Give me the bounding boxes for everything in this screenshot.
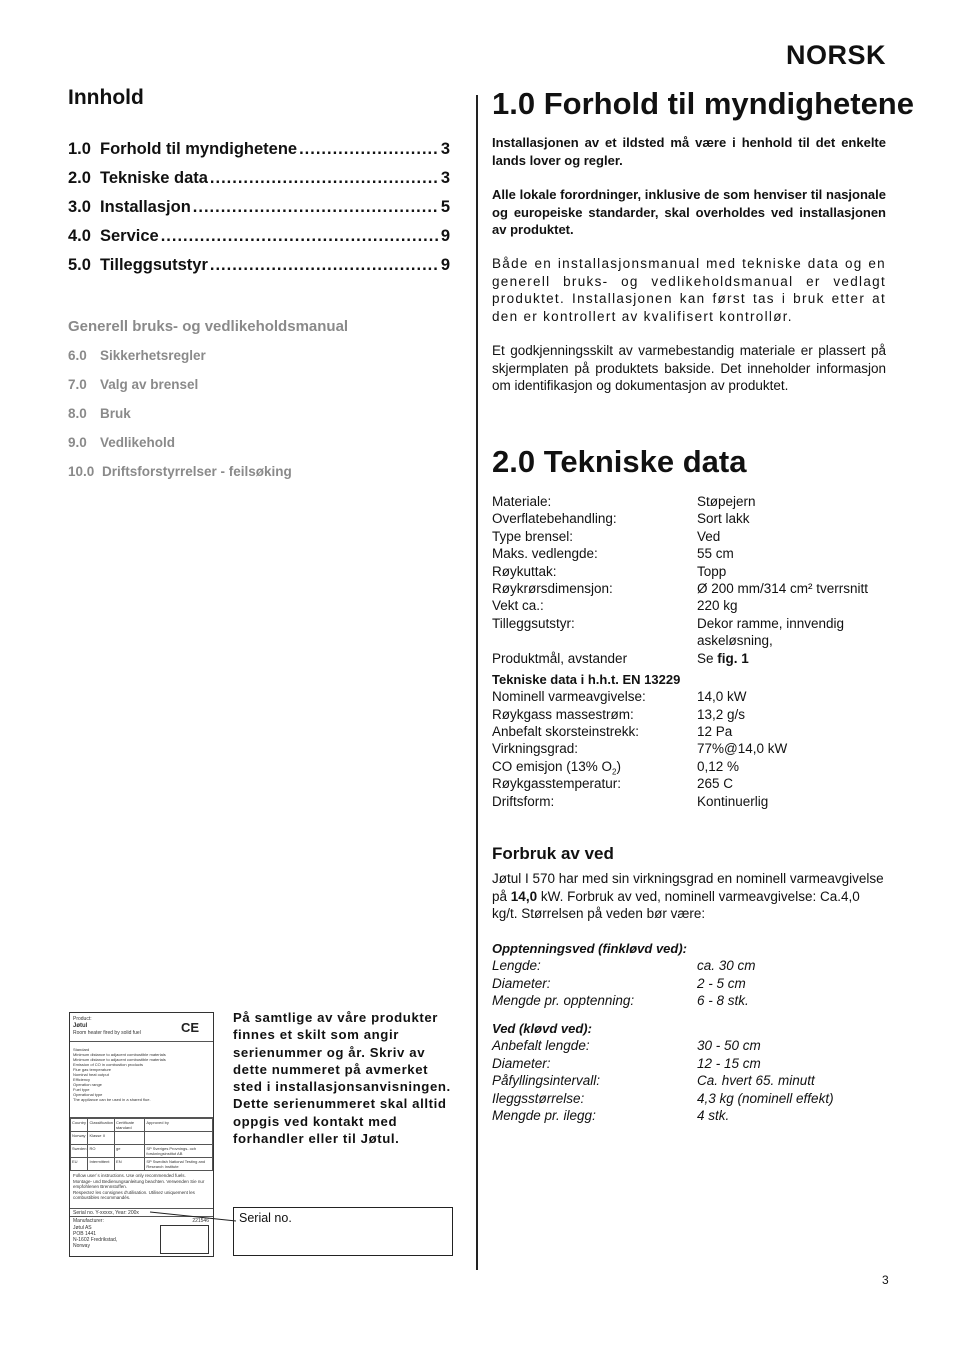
data-key: Ileggsstørrelse:	[492, 1090, 585, 1106]
section1-p1: Installasjonen av et ildsted må være i henhold til det enkelte lands lover og regler.	[492, 135, 886, 168]
plate-standard-line: Minimum distance to adjacent combustible materials	[73, 1057, 166, 1062]
plate-table-cell: SP Sveriges Provnings- och forskningsinstitut AB	[145, 1145, 213, 1158]
data-value: Dekor ramme, innvendig	[697, 615, 845, 631]
data-value: 13,2 g/s	[697, 706, 746, 722]
toc-item-page: 3	[440, 169, 450, 187]
plate-standard-line: Flue gas temperature	[73, 1067, 112, 1072]
toc-item-number: 5.0	[68, 256, 91, 274]
data-key: Anbefalt skorsteinstrekk:	[492, 724, 640, 740]
toc-item-label: Tilleggsutstyr	[100, 256, 208, 274]
data-key: Røykgasstemperatur:	[492, 776, 622, 792]
data-key: Type brensel:	[492, 528, 574, 544]
data-key: Røykrørsdimensjon:	[492, 580, 613, 596]
plate-table-head: Classification	[88, 1119, 115, 1132]
ce-mark-icon: CE	[180, 1020, 199, 1035]
plate-table-cell: SP Swedish National Testing and Research Institute	[145, 1158, 213, 1171]
section1-title: 1.0 Forhold til myndighetene	[492, 86, 914, 121]
toc-item-page: 9	[440, 256, 450, 274]
data-value: 2 - 5 cm	[697, 975, 746, 991]
data-key: Tilleggsutstyr:	[492, 615, 575, 631]
plate-follow-fr: Respectez les consignes d'utilisation. Utilisez uniquement les combustibles recommandés.	[73, 1189, 195, 1200]
toc-sub-number: 7.0	[68, 377, 87, 392]
plate-address-line: POB 1441	[73, 1231, 97, 1237]
data-key: Påfyllingsintervall:	[492, 1073, 601, 1089]
data-value: 4,3 kg (nominell effekt)	[697, 1090, 834, 1106]
data-key: Røykgass massestrøm:	[492, 706, 634, 722]
logs-title: Ved (kløvd ved):	[492, 1021, 592, 1036]
data-value: Ca. hvert 65. minutt	[697, 1073, 815, 1089]
dims-prefix: Se	[697, 650, 714, 666]
toc-sub-number: 9.0	[68, 435, 87, 450]
page-number: 3	[882, 1273, 889, 1287]
toc-sub-label: Vedlikehold	[100, 435, 176, 450]
plate-table-head: Certificate standard	[115, 1119, 145, 1132]
language-label: NORSK	[785, 40, 886, 70]
data-value: Ø 200 mm/314 cm² tverrsnitt	[697, 580, 869, 596]
plate-table-head: Country	[71, 1119, 88, 1132]
fig-ref: fig. 1	[717, 650, 749, 666]
toc-sub-label: Bruk	[100, 406, 131, 421]
wood-p-end: kW. Forbruk av ved, nominell varmeavgivelse: Ca.4,0 kg/t. Størrelsen på veden bør være:	[492, 888, 860, 921]
wood-title: Forbruk av ved	[492, 844, 614, 863]
data-key: Materiale:	[492, 494, 552, 509]
data-value: Kontinuerlig	[697, 793, 769, 809]
serial-number-box: Serial no.	[233, 1207, 453, 1256]
toc-sub-label: Valg av brensel	[100, 377, 199, 392]
data-value: 220 kg	[697, 598, 738, 614]
plate-follow-en: Follow user´s instructions. Use only recommended fuels.	[73, 1173, 186, 1178]
data-value: askeløsning,	[697, 633, 773, 649]
toc-item-label: Tekniske data	[100, 169, 208, 187]
tech-value: 0,12 %	[697, 758, 740, 774]
data-value: Ved	[697, 528, 721, 544]
toc-item-number: 1.0	[68, 140, 91, 158]
plate-note-text: På samtlige av våre produkter finnes et skilt som angir serienummer og år. Skriv av dette nummeret på avmerket sted i installasjonsanvisningen. Dette serienummeret skal alltid oppgis ved kontakt med forhandler eller til Jøtul.	[233, 1010, 451, 1147]
plate-serial-line: Serial no. Y-xxxxx, Year: 200x	[73, 1210, 139, 1216]
data-value: Sort lakk	[697, 511, 750, 527]
data-key: Anbefalt lengde:	[492, 1038, 590, 1054]
pointer-line	[150, 1212, 236, 1221]
toc-item-number: 4.0	[68, 227, 91, 245]
wood-p-start: Jøtul I 570 har med sin virkningsgrad en nominell varmeavgivelse på	[492, 871, 884, 904]
toc-item-page: 9	[440, 227, 450, 245]
toc-sub-number: 10.0	[68, 464, 95, 479]
plate-address-line: N-1602 Fredrikstad,	[73, 1237, 118, 1243]
data-key: Maks. vedlengde:	[492, 546, 598, 562]
plate-product: Jøtul	[73, 1023, 88, 1029]
data-value: 6 - 8 stk.	[697, 993, 749, 1009]
plate-product-label: Product:	[73, 1016, 92, 1022]
data-key: Mengde pr. ilegg:	[492, 1107, 596, 1123]
plate-standard-line: Efficiency	[73, 1077, 91, 1082]
data-value: 30 - 50 cm	[697, 1038, 761, 1054]
plate-table-cell: Intermittent	[88, 1158, 115, 1171]
plate-product-desc: Room heater fired by solid fuel	[73, 1030, 141, 1036]
data-key: Mengde pr. opptenning:	[492, 993, 635, 1009]
co-close: )	[616, 758, 621, 774]
data-key: Driftsform:	[492, 793, 555, 809]
data-key: Lengde:	[492, 958, 541, 974]
toc-sub-number: 8.0	[68, 406, 87, 421]
plate-manufacturer-label: Manufacturer:	[73, 1218, 104, 1224]
toc-item-page: 3	[440, 140, 450, 158]
data-key: Vekt ca.:	[492, 598, 544, 614]
plate-table-cell: EU	[71, 1158, 88, 1171]
toc-item-label: Service	[100, 227, 159, 245]
data-value: ca. 30 cm	[697, 958, 756, 974]
toc-item-number: 2.0	[68, 169, 91, 187]
plate-table-cell: Norway	[71, 1132, 88, 1145]
data-key: Nominell varmeavgivelse:	[492, 689, 646, 705]
kindling-title: Opptenningsved (finkløvd ved):	[492, 941, 688, 956]
plate-standard-line: Operational type	[73, 1092, 103, 1097]
data-key: Overflatebehandling:	[492, 511, 617, 527]
data-key: Diameter:	[492, 975, 551, 991]
toc-sub-number: 6.0	[68, 348, 87, 363]
plate-table-cell: Klasse II	[88, 1132, 115, 1145]
section1-p3-text: Både en installasjonsmanual med tekniske data og en generell bruks- og vedlikeholdsmanual er vedlagt produktet. Installasjonen kan først tas i bruk etter at den er kontrollert av kvalifisert kontrollør.	[492, 256, 886, 324]
plate-address-line: Norway	[73, 1243, 90, 1249]
section1-p2: Alle lokale forordninger, inklusive de som henviser til nasjonale og europeiske standarder, skal overholdes ved installasjonen av produktet.	[492, 187, 886, 237]
toc-sub-label: Sikkerhetsregler	[100, 348, 206, 363]
toc-subtitle: Generell bruks- og vedlikeholdsmanual	[68, 318, 349, 335]
toc-sub-label: Driftsforstyrrelser - feilsøking	[102, 464, 292, 479]
plate-note	[233, 1009, 451, 1147]
data-value: 265 C	[697, 776, 734, 792]
plate-code: 221546	[192, 1218, 209, 1224]
tech-key: Produktmål, avstander	[492, 650, 628, 666]
plate-standard-line: Fuel type	[73, 1087, 90, 1092]
data-value: 77%@14,0 kW	[697, 741, 788, 757]
data-value: Støpejern	[697, 494, 756, 509]
plate-standard-line: Standard	[73, 1047, 90, 1052]
data-value: Topp	[697, 563, 727, 579]
data-value: 12 Pa	[697, 724, 733, 740]
toc-item-number: 3.0	[68, 198, 91, 216]
data-value: 14,0 kW	[697, 689, 747, 705]
co-label: CO emisjon (13% O	[492, 758, 613, 774]
data-value: 4 stk.	[697, 1107, 730, 1123]
plate-address-line: Jøtul AS	[73, 1225, 92, 1231]
plate-standard-line: Minimum distance to adjacent combustible materials	[73, 1052, 166, 1057]
plate-table-cell: ge	[115, 1145, 145, 1158]
data-key: Diameter:	[492, 1055, 551, 1071]
plate-table-cell: RO	[88, 1145, 115, 1158]
plate-standard-line: The appliance can be used in a shared flue.	[73, 1097, 151, 1102]
en-title: Tekniske data i h.h.t. EN 13229	[492, 671, 681, 687]
toc-item-label: Installasjon	[100, 198, 191, 216]
plate-standard-line: Operation range	[73, 1082, 102, 1087]
toc-title: Innhold	[68, 86, 144, 109]
toc-item-label: Forhold til myndighetene	[100, 140, 298, 158]
plate-table-head: Approved by	[145, 1119, 213, 1132]
plate-standard-line: Nominal heat output	[73, 1072, 109, 1077]
section1-p4: Et godkjenningsskilt av varmebestandig materiale er plassert på skjermplaten på produktets bakside. Det inneholder informasjon om identifikasjon og dokumentasjon av produktet.	[492, 343, 886, 393]
plate-table-cell: EN	[115, 1158, 145, 1171]
toc-item-page: 5	[440, 198, 450, 216]
wood-p-bold: 14,0	[510, 888, 538, 904]
data-value: 55 cm	[697, 546, 734, 562]
section2-title: 2.0 Tekniske data	[492, 444, 747, 479]
data-value: 12 - 15 cm	[697, 1055, 761, 1071]
plate-table-cell: Sweden	[71, 1145, 88, 1158]
plate-follow-de: Montage- und Bedienungsanleitung beachten. Verwenden Sie nur empfohlenen Brennstoffen.	[73, 1178, 205, 1189]
plate-standard-line: Emission of CO in combustion products	[73, 1062, 144, 1067]
data-key: Virkningsgrad:	[492, 741, 579, 757]
data-key: Røykuttak:	[492, 563, 557, 579]
co-sub: 2	[612, 767, 617, 777]
